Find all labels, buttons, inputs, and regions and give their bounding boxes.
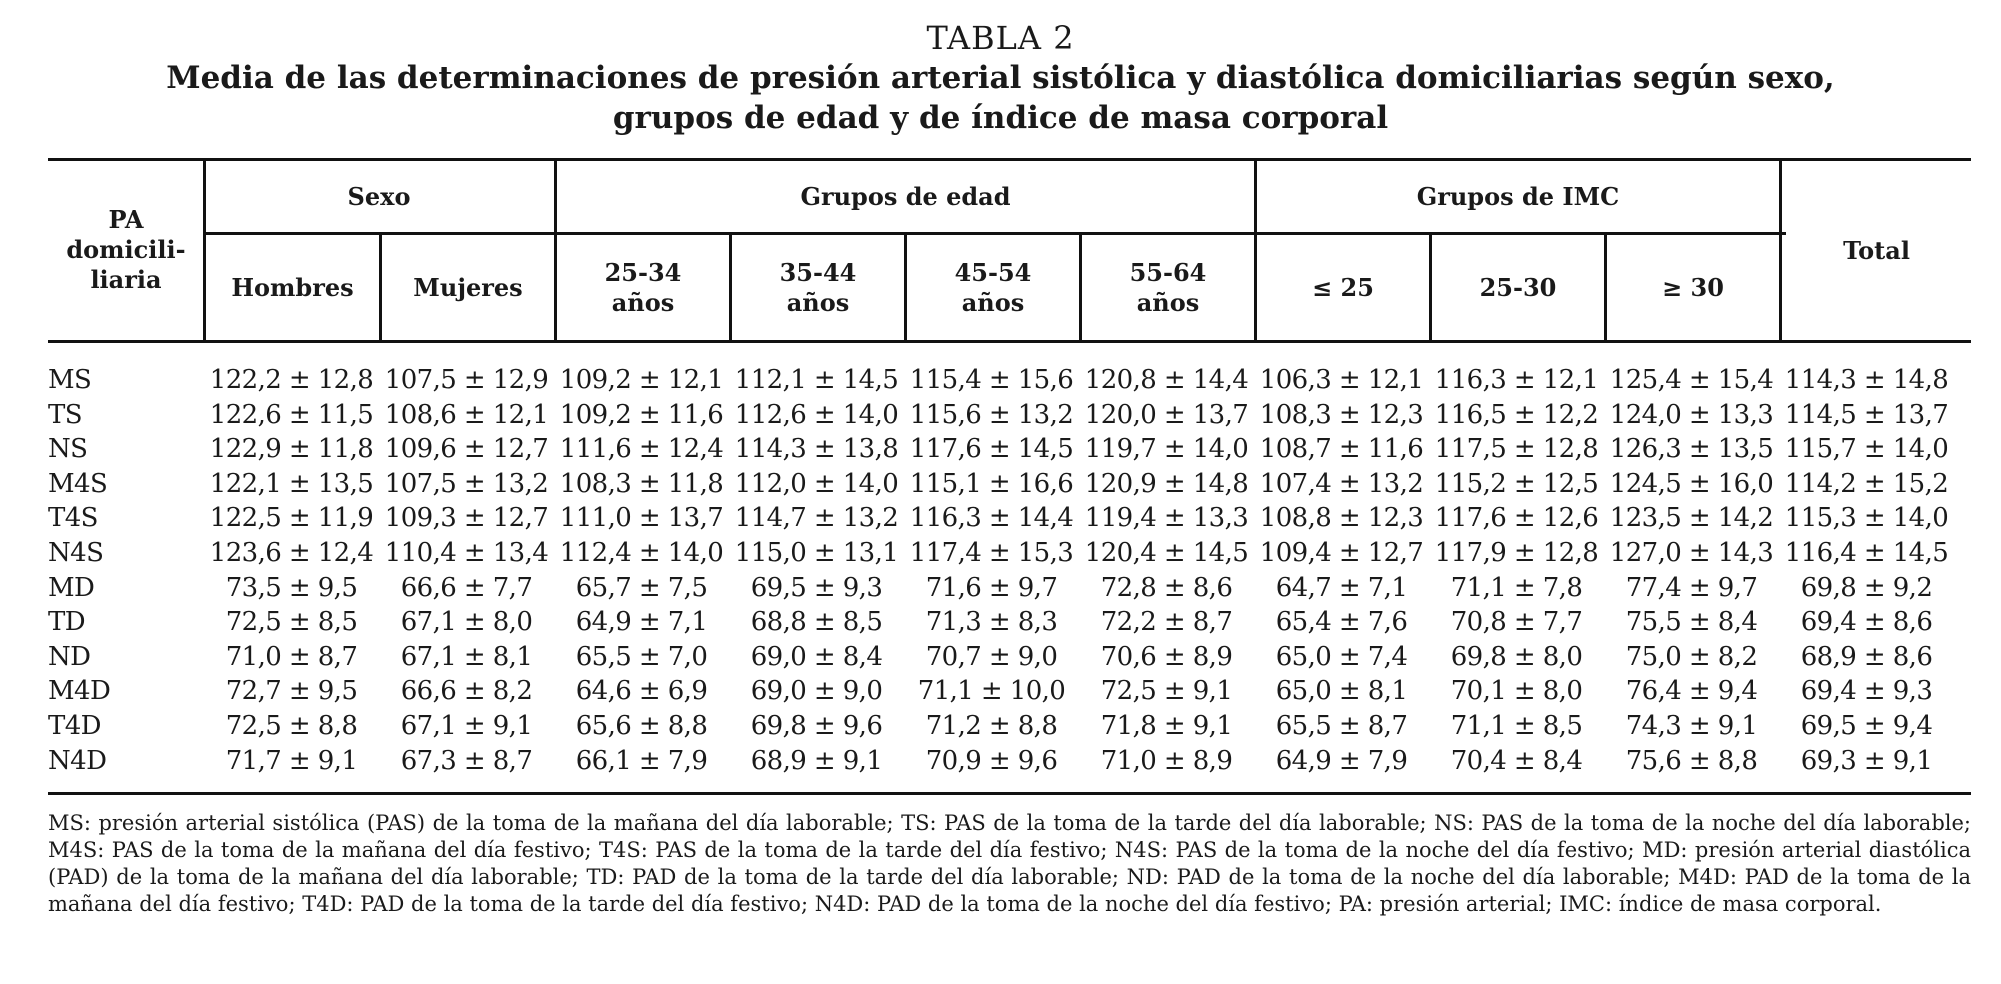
table-cell: 65,5 ± 7,0 [575, 641, 708, 672]
table-cell: 107,5 ± 13,2 [384, 468, 549, 499]
table-cell: 64,9 ± 7,1 [575, 607, 708, 638]
table-cell: 109,6 ± 12,7 [384, 434, 549, 465]
row-label: N4D [48, 745, 107, 776]
row-label: M4S [48, 468, 108, 499]
row-label: T4S [48, 503, 98, 534]
table-cell: 71,0 ± 8,7 [225, 641, 358, 672]
table-cell: 64,6 ± 6,9 [575, 676, 708, 707]
table-cell: 69,8 ± 9,6 [750, 711, 883, 741]
table-cell: 72,5 ± 8,8 [225, 711, 358, 741]
row-label: M4D [48, 676, 111, 707]
header-row-label-line-3: liaria [90, 265, 162, 294]
table-cell: 68,9 ± 8,6 [1800, 641, 1933, 672]
table-title-line-1: Media de las determinaciones de presión arterial sistólica y diastólica domiciliarias según sexo, [166, 60, 1835, 96]
table-cell: 127,0 ± 14,3 [1609, 538, 1774, 568]
table-cell: 71,1 ± 10,0 [917, 676, 1066, 707]
table-cell: 69,3 ± 9,1 [1800, 745, 1933, 776]
table-cell: 69,8 ± 8,0 [1450, 641, 1583, 672]
header-edad-25-34-range: 25-34 [604, 257, 682, 287]
table-cell: 119,4 ± 13,3 [1084, 503, 1249, 534]
table-cell: 75,6 ± 8,8 [1625, 745, 1758, 776]
table-cell: 120,8 ± 14,4 [1084, 365, 1249, 395]
table-cell: 71,6 ± 9,7 [925, 572, 1058, 603]
table-cell: 65,4 ± 7,6 [1275, 607, 1408, 638]
table-cell: 77,4 ± 9,7 [1625, 572, 1758, 603]
table-cell: 123,6 ± 12,4 [209, 538, 374, 568]
table-cell: 117,6 ± 12,6 [1434, 503, 1599, 534]
table-cell: 65,0 ± 8,1 [1275, 676, 1408, 707]
table-cell: 117,9 ± 12,8 [1434, 538, 1599, 568]
header-edad-55-64-unit: años [1136, 287, 1200, 317]
table-cell: 67,1 ± 8,1 [400, 641, 533, 672]
table-cell: 112,1 ± 14,5 [734, 365, 899, 395]
table-label: TABLA 2 [926, 19, 1075, 57]
header-group-sexo: Sexo [347, 181, 411, 211]
table-title [60, 58, 1941, 138]
row-label: NS [48, 434, 88, 465]
table-cell: 117,6 ± 14,5 [909, 434, 1074, 465]
table-cell: 74,3 ± 9,1 [1625, 711, 1758, 741]
table-cell: 72,5 ± 9,1 [1100, 676, 1233, 707]
table-cell: 76,4 ± 9,4 [1625, 676, 1758, 707]
header-hombres: Hombres [231, 272, 354, 302]
table-row [48, 640, 1971, 674]
table-cell: 66,6 ± 8,2 [400, 676, 533, 707]
table-cell: 108,8 ± 12,3 [1259, 503, 1424, 534]
table-cell: 116,3 ± 14,4 [909, 503, 1074, 534]
table-cell: 75,0 ± 8,2 [1625, 641, 1758, 672]
table-cell: 109,4 ± 12,7 [1259, 538, 1424, 568]
header-edad-55-64 [1082, 235, 1254, 340]
table-bottom-rule [48, 792, 1971, 795]
table-cell: 108,6 ± 12,1 [384, 399, 549, 430]
table-cell: 122,2 ± 12,8 [209, 365, 374, 395]
table-cell: 69,4 ± 8,6 [1800, 607, 1933, 638]
table-cell: 67,1 ± 9,1 [400, 711, 533, 741]
table-cell: 71,1 ± 8,5 [1450, 711, 1583, 741]
table-row [48, 674, 1971, 708]
table-cell: 111,0 ± 13,7 [559, 503, 724, 534]
table-cell: 114,3 ± 13,8 [734, 434, 899, 465]
table-cell: 69,4 ± 9,3 [1800, 676, 1933, 707]
table-cell: 114,2 ± 15,2 [1784, 468, 1949, 499]
table-cell: 108,7 ± 11,6 [1259, 434, 1424, 465]
table-cell: 116,5 ± 12,2 [1434, 399, 1599, 430]
table-cell: 107,5 ± 12,9 [384, 365, 549, 395]
table-cell: 64,7 ± 7,1 [1275, 572, 1408, 603]
table-cell: 65,6 ± 8,8 [575, 711, 708, 741]
header-group-edad: Grupos de edad [800, 181, 1011, 211]
table-cell: 72,2 ± 8,7 [1100, 607, 1233, 638]
header-edad-35-44 [732, 235, 904, 340]
row-label: MD [48, 572, 95, 603]
row-label: T4D [48, 711, 101, 741]
table-row [48, 709, 1971, 743]
table-cell: 112,6 ± 14,0 [734, 399, 899, 430]
table-cell: 69,0 ± 8,4 [750, 641, 883, 672]
table-row [48, 432, 1971, 466]
table-cell: 70,6 ± 8,9 [1100, 641, 1233, 672]
table-row [48, 467, 1971, 501]
table-cell: 115,4 ± 15,6 [909, 365, 1074, 395]
header-mujeres: Mujeres [413, 272, 523, 302]
table-cell: 115,6 ± 13,2 [909, 399, 1074, 430]
row-label: TS [48, 399, 82, 430]
table-cell: 120,4 ± 14,5 [1084, 538, 1249, 568]
table-cell: 114,5 ± 13,7 [1784, 399, 1949, 430]
table-cell: 120,0 ± 13,7 [1084, 399, 1249, 430]
row-label: TD [48, 607, 85, 638]
table-cell: 67,3 ± 8,7 [400, 745, 533, 776]
header-edad-45-54-unit: años [961, 287, 1025, 317]
table-row [48, 571, 1971, 605]
table-footnote: MS: presión arterial sistólica (PAS) de la toma de la mañana del día laborable; TS: PAS de la toma de la tarde del día laborable; NS: PAS de la toma de la noche del día laborable; M4S: PAS de la toma de la mañana del día festivo; T4S: PAS de la toma de la tarde del día festivo; N4S: PAS de la toma de la noche del día festivo; MD: presión arterial diastólica (PAD) de la toma de la mañana del día laborable; TD: PAD de la toma de la tarde del día laborable; ND: PAD de la toma de la noche del día laborable; M4D: PAD de la toma de la mañana del día festivo; T4D: PAD de la toma de la tarde del día festivo; N4D: PAD de la toma de la noche del día festivo; PA: presión arterial; IMC: índice de masa corporal. [48, 811, 1971, 916]
header-edad-35-44-range: 35-44 [779, 257, 857, 287]
table-cell: 124,0 ± 13,3 [1609, 399, 1774, 430]
table-cell: 122,5 ± 11,9 [209, 503, 374, 534]
table-cell: 125,4 ± 15,4 [1609, 365, 1774, 395]
table-cell: 116,3 ± 12,1 [1434, 365, 1599, 395]
table-cell: 117,5 ± 12,8 [1434, 434, 1599, 465]
header-edad-35-44-unit: años [786, 287, 850, 317]
table-cell: 66,6 ± 7,7 [400, 572, 533, 603]
table-cell: 68,8 ± 8,5 [750, 607, 883, 638]
table-row [48, 744, 1971, 778]
table-cell: 108,3 ± 12,3 [1259, 399, 1424, 430]
table-title-line-2: grupos de edad y de índice de masa corporal [612, 100, 1389, 136]
table-cell: 71,8 ± 9,1 [1100, 711, 1233, 741]
table-cell: 71,2 ± 8,8 [925, 711, 1058, 741]
header-edad-45-54 [907, 235, 1079, 340]
table-cell: 73,5 ± 9,5 [225, 572, 358, 603]
table-cell: 120,9 ± 14,8 [1084, 468, 1249, 499]
table-row [48, 605, 1971, 639]
table-cell: 107,4 ± 13,2 [1259, 468, 1424, 499]
header-total: Total [1843, 235, 1910, 265]
table-cell: 122,6 ± 11,5 [209, 399, 374, 430]
table-cell: 69,0 ± 9,0 [750, 676, 883, 707]
table-cell: 70,1 ± 8,0 [1450, 676, 1583, 707]
header-imc-25-30: 25-30 [1479, 272, 1557, 302]
table-row [48, 536, 1971, 570]
table-cell: 65,5 ± 8,7 [1275, 711, 1408, 741]
header-group-imc: Grupos de IMC [1416, 181, 1620, 211]
table-cell: 72,8 ± 8,6 [1100, 572, 1233, 603]
table-cell: 112,4 ± 14,0 [559, 538, 724, 568]
header-imc-le25: ≤ 25 [1312, 272, 1374, 302]
row-label: N4S [48, 538, 104, 568]
table-cell: 66,1 ± 7,9 [575, 745, 708, 776]
table-cell: 115,3 ± 14,0 [1784, 503, 1949, 534]
table-cell: 115,1 ± 16,6 [909, 468, 1074, 499]
table-row [48, 501, 1971, 535]
table-cell: 69,5 ± 9,4 [1800, 711, 1933, 741]
header-imc-ge30: ≥ 30 [1662, 272, 1724, 302]
table-cell: 75,5 ± 8,4 [1625, 607, 1758, 638]
table-cell: 123,5 ± 14,2 [1609, 503, 1774, 534]
table-cell: 126,3 ± 13,5 [1609, 434, 1774, 465]
table-cell: 115,0 ± 13,1 [734, 538, 899, 568]
table-cell: 122,1 ± 13,5 [209, 468, 374, 499]
header-row-label-line-1: PA [108, 205, 144, 234]
row-label: MS [48, 365, 92, 395]
row-label: ND [48, 641, 91, 672]
table-cell: 109,3 ± 12,7 [384, 503, 549, 534]
table-cell: 115,7 ± 14,0 [1784, 434, 1949, 465]
table-cell: 122,9 ± 11,8 [209, 434, 374, 465]
table-cell: 72,5 ± 8,5 [225, 607, 358, 638]
table-cell: 119,7 ± 14,0 [1084, 434, 1249, 465]
table-cell: 115,2 ± 12,5 [1434, 468, 1599, 499]
table-cell: 70,4 ± 8,4 [1450, 745, 1583, 776]
header-bottom-rule [48, 340, 1971, 343]
table-cell: 106,3 ± 12,1 [1259, 365, 1424, 395]
table-cell: 71,0 ± 8,9 [1100, 745, 1233, 776]
table-cell: 72,7 ± 9,5 [225, 676, 358, 707]
header-edad-25-34 [557, 235, 729, 340]
table-cell: 109,2 ± 12,1 [559, 365, 724, 395]
table-cell: 110,4 ± 13,4 [384, 538, 549, 568]
table-cell: 69,8 ± 9,2 [1800, 572, 1933, 603]
table-cell: 112,0 ± 14,0 [734, 468, 899, 499]
table-cell: 70,9 ± 9,6 [925, 745, 1058, 776]
table-row [48, 363, 1971, 397]
table-cell: 70,7 ± 9,0 [925, 641, 1058, 672]
table-cell: 69,5 ± 9,3 [750, 572, 883, 603]
header-edad-55-64-range: 55-64 [1129, 257, 1207, 287]
table-cell: 68,9 ± 9,1 [750, 745, 883, 776]
table-cell: 114,3 ± 14,8 [1784, 365, 1949, 395]
header-row-label-line-2: domicili- [66, 235, 186, 264]
table-cell: 65,0 ± 7,4 [1275, 641, 1408, 672]
table-row [48, 398, 1971, 432]
table-cell: 71,3 ± 8,3 [925, 607, 1058, 638]
table-cell: 117,4 ± 15,3 [909, 538, 1074, 568]
table-cell: 124,5 ± 16,0 [1609, 468, 1774, 499]
table-cell: 114,7 ± 13,2 [734, 503, 899, 534]
header-row-label [48, 200, 204, 300]
table-cell: 70,8 ± 7,7 [1450, 607, 1583, 638]
table-cell: 116,4 ± 14,5 [1784, 538, 1949, 568]
table-cell: 71,1 ± 7,8 [1450, 572, 1583, 603]
table-cell: 108,3 ± 11,8 [559, 468, 724, 499]
table-cell: 64,9 ± 7,9 [1275, 745, 1408, 776]
header-edad-25-34-unit: años [611, 287, 675, 317]
table-cell: 111,6 ± 12,4 [559, 434, 724, 465]
table-cell: 65,7 ± 7,5 [575, 572, 708, 603]
table-cell: 71,7 ± 9,1 [225, 745, 358, 776]
table-cell: 67,1 ± 8,0 [400, 607, 533, 638]
header-edad-45-54-range: 45-54 [954, 257, 1032, 287]
table-cell: 109,2 ± 11,6 [559, 399, 724, 430]
